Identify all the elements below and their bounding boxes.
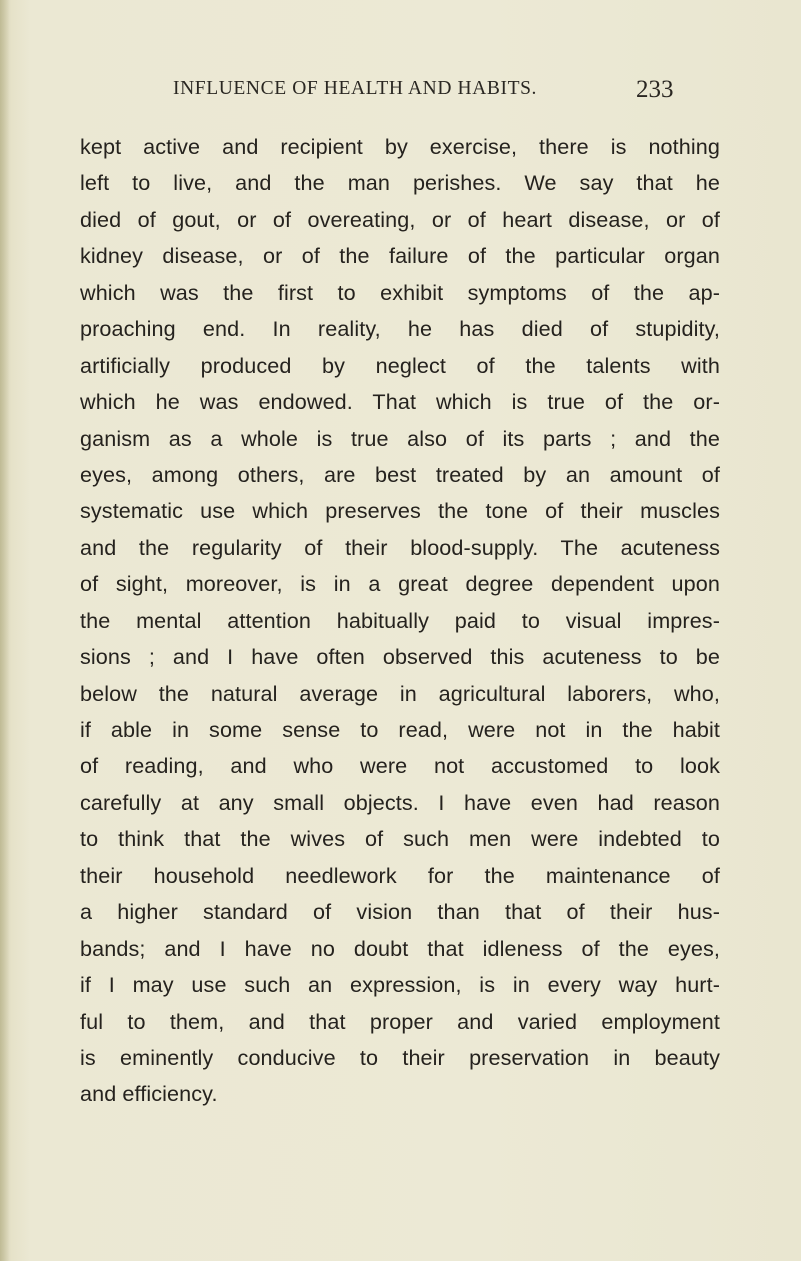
text-line: of reading, and who were not accustomed to look — [80, 753, 720, 779]
text-line: artificially produced by neglect of the talents with — [80, 352, 720, 378]
text-line: kept active and recipient by exercise, there is nothing — [80, 134, 720, 159]
page-edge-shadow — [0, 0, 10, 1261]
text-line: below the natural average in agricultural laborers, who, — [80, 680, 720, 706]
text-line: ganism as a whole is true also of its parts ; and the — [80, 425, 720, 451]
text-line: which was the first to exhibit symptoms of the ap- — [80, 279, 720, 305]
text-line: if able in some sense to read, were not in the habit — [80, 717, 720, 742]
text-line: proaching end. In reality, he has died of stupidity, — [80, 316, 720, 342]
text-line: eyes, among others, are best treated by an amount of — [80, 461, 720, 487]
text-line: carefully at any small objects. I have even had reason — [80, 789, 720, 815]
text-line: their household needlework for the maintenance of — [80, 862, 720, 888]
text-line: and the regularity of their blood-supply. The acuteness — [80, 534, 720, 560]
text-line: of sight, moreover, is in a great degree dependent upon — [80, 571, 720, 597]
running-title: INFLUENCE OF HEALTH AND HABITS. — [173, 78, 538, 99]
text-line: the mental attention habitually paid to visual impres- — [80, 607, 720, 633]
text-line: if I may use such an expression, is in every way hurt- — [80, 972, 720, 998]
text-line: ful to them, and that proper and varied employment — [80, 1008, 720, 1034]
text-line: kidney disease, or of the failure of the particular organ — [80, 243, 720, 269]
text-line: left to live, and the man perishes. We say that he — [80, 170, 720, 196]
running-head — [0, 76, 801, 110]
text-line: sions ; and I have often observed this acuteness to be — [80, 644, 720, 670]
text-line: is eminently conducive to their preservation in beauty — [80, 1044, 720, 1070]
text-line-final: and efficiency. — [80, 1081, 218, 1107]
text-line: which he was endowed. That which is true of the or- — [80, 389, 720, 415]
text-line: bands; and I have no doubt that idleness of the eyes, — [80, 935, 720, 961]
page-number: 233 — [636, 76, 674, 103]
body-text — [80, 129, 720, 1113]
text-line: to think that the wives of such men were indebted to — [80, 826, 720, 852]
text-line: systematic use which preserves the tone of their muscles — [80, 498, 720, 524]
text-line: died of gout, or of overeating, or of heart disease, or of — [80, 206, 720, 232]
text-line: a higher standard of vision than that of their hus- — [80, 899, 720, 925]
